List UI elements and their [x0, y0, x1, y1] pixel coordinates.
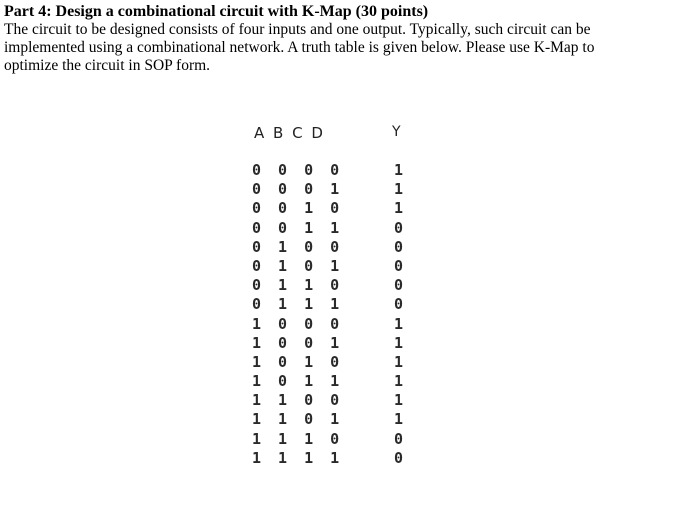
input-values: 1 0 1 0 — [252, 352, 344, 371]
input-values: 1 1 0 1 — [252, 410, 344, 429]
input-values: 0 1 0 1 — [252, 256, 344, 275]
input-values: 1 0 1 1 — [252, 372, 344, 391]
input-column-header: A B C D — [254, 124, 325, 142]
description-line-2: implemented using a combinational network. A truth table is given below. Please use K-Map to — [4, 39, 595, 56]
output-column-header: Y — [392, 124, 403, 140]
output-value: 1 — [394, 180, 404, 199]
input-values: 1 1 1 1 — [252, 448, 344, 467]
input-values: 1 1 0 0 — [252, 391, 344, 410]
input-values: 0 0 0 1 — [252, 180, 344, 199]
input-values: 0 0 1 0 — [252, 199, 344, 218]
output-value: 0 — [394, 429, 404, 448]
input-values: 0 0 1 1 — [252, 218, 344, 237]
output-value: 1 — [394, 391, 404, 410]
input-values: 0 1 0 0 — [252, 237, 344, 256]
description-line-3: optimize the circuit in SOP form. — [4, 57, 211, 74]
input-values: 0 1 1 1 — [252, 295, 344, 314]
input-values: 0 0 0 0 — [252, 161, 344, 179]
output-value: 0 — [394, 295, 404, 314]
output-value: 0 — [394, 448, 404, 467]
input-values: 1 0 0 0 — [252, 314, 344, 333]
output-value: 1 — [394, 333, 404, 352]
output-value: 0 — [394, 218, 404, 237]
input-values: 1 1 1 0 — [252, 429, 344, 448]
output-value: 1 — [394, 372, 404, 391]
output-value: 0 — [394, 237, 404, 256]
part-heading: Part 4: Design a combinational circuit with K-Map (30 points) — [4, 3, 429, 20]
problem-statement — [4, 3, 674, 75]
output-value: 1 — [394, 314, 404, 333]
description-line-1: The circuit to be designed consists of four inputs and one output. Typically, such circuit can be — [4, 21, 591, 38]
input-values: 1 0 0 1 — [252, 333, 344, 352]
output-value: 0 — [394, 276, 404, 295]
output-value: 0 — [394, 256, 404, 275]
input-values: 0 1 1 0 — [252, 276, 344, 295]
output-value: 1 — [394, 161, 404, 179]
output-value: 1 — [394, 352, 404, 371]
output-value: 1 — [394, 410, 404, 429]
output-value: 1 — [394, 199, 404, 218]
